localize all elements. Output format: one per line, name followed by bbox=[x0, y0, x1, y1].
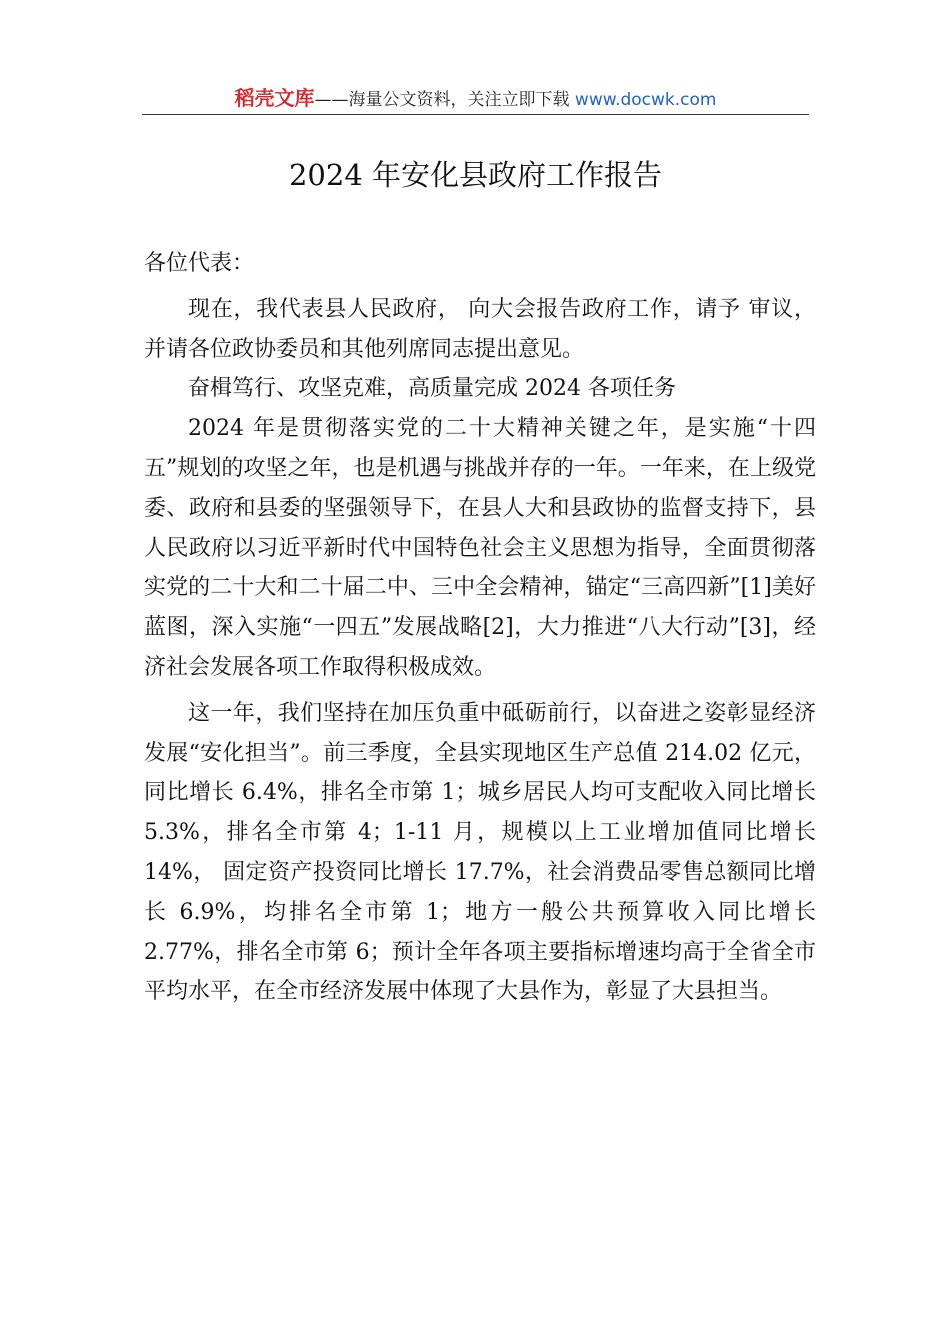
paragraph-overview: 2024 年是贯彻落实党的二十大精神关键之年，是实施“十四五”规划的攻坚之年，也是机遇与挑战并存的一年。一年来，在上级党委、政府和县委的坚强领导下，在县人大和县政协的监督支持下，县人民政府以习近平新时代中国特色社会主义思想为指导，全面贯彻落实党的二十大和二十届二中、三中全会精神，锚定“三高四新”[1]美好蓝图，深入实施“一四五”发展战略[2]，大力推进“八大行动”[3]，经 济社会发展各项工作取得积极成效。 bbox=[144, 416, 816, 680]
paragraph-intro: 现在，我代表县人民政府， 向大会报告政府工作，请予 审议，并请各位政协委员和其他列席同志提出意见。 bbox=[144, 296, 816, 362]
document-title: 2024 年安化县政府工作报告 bbox=[288, 158, 663, 192]
paragraph-economy: 这一年，我们坚持在加压负重中砥砺前行，以奋进之姿彰显经济发展“安化担当”。前三季度，全县实现地区生产总值 214.02 亿元，同比增长 6.4%，排名全市第 1；城乡居民人均可支配收入同比增长 5.3%，排名全市第 4；1-11 月，规模以上工业增加值同比增长 14%， 固定资产投资同比增长 17.7%，社会消费品零售总额同比增长 6.9%，均排名全市第 1；地方一般公共预算收入同比增长 2.77%，排名全市第 6；预计全年各项主要指标增速均高于全省全市平均水平，在全市经济发展中体现了大县作为，彰显了大县担当。 bbox=[144, 700, 816, 1005]
document-body bbox=[144, 244, 816, 1012]
header-url[interactable]: www.docwk.com bbox=[574, 90, 717, 110]
document-header bbox=[142, 84, 809, 114]
brand-name: 稻壳文库 bbox=[234, 86, 315, 110]
header-divider bbox=[142, 114, 809, 115]
section-heading: 奋楫笃行、攻坚克难，高质量完成 2024 各项任务 bbox=[188, 376, 676, 402]
salutation: 各位代表： bbox=[144, 251, 255, 276]
header-slogan: ——海量公文资料，关注立即下载 bbox=[314, 90, 575, 110]
